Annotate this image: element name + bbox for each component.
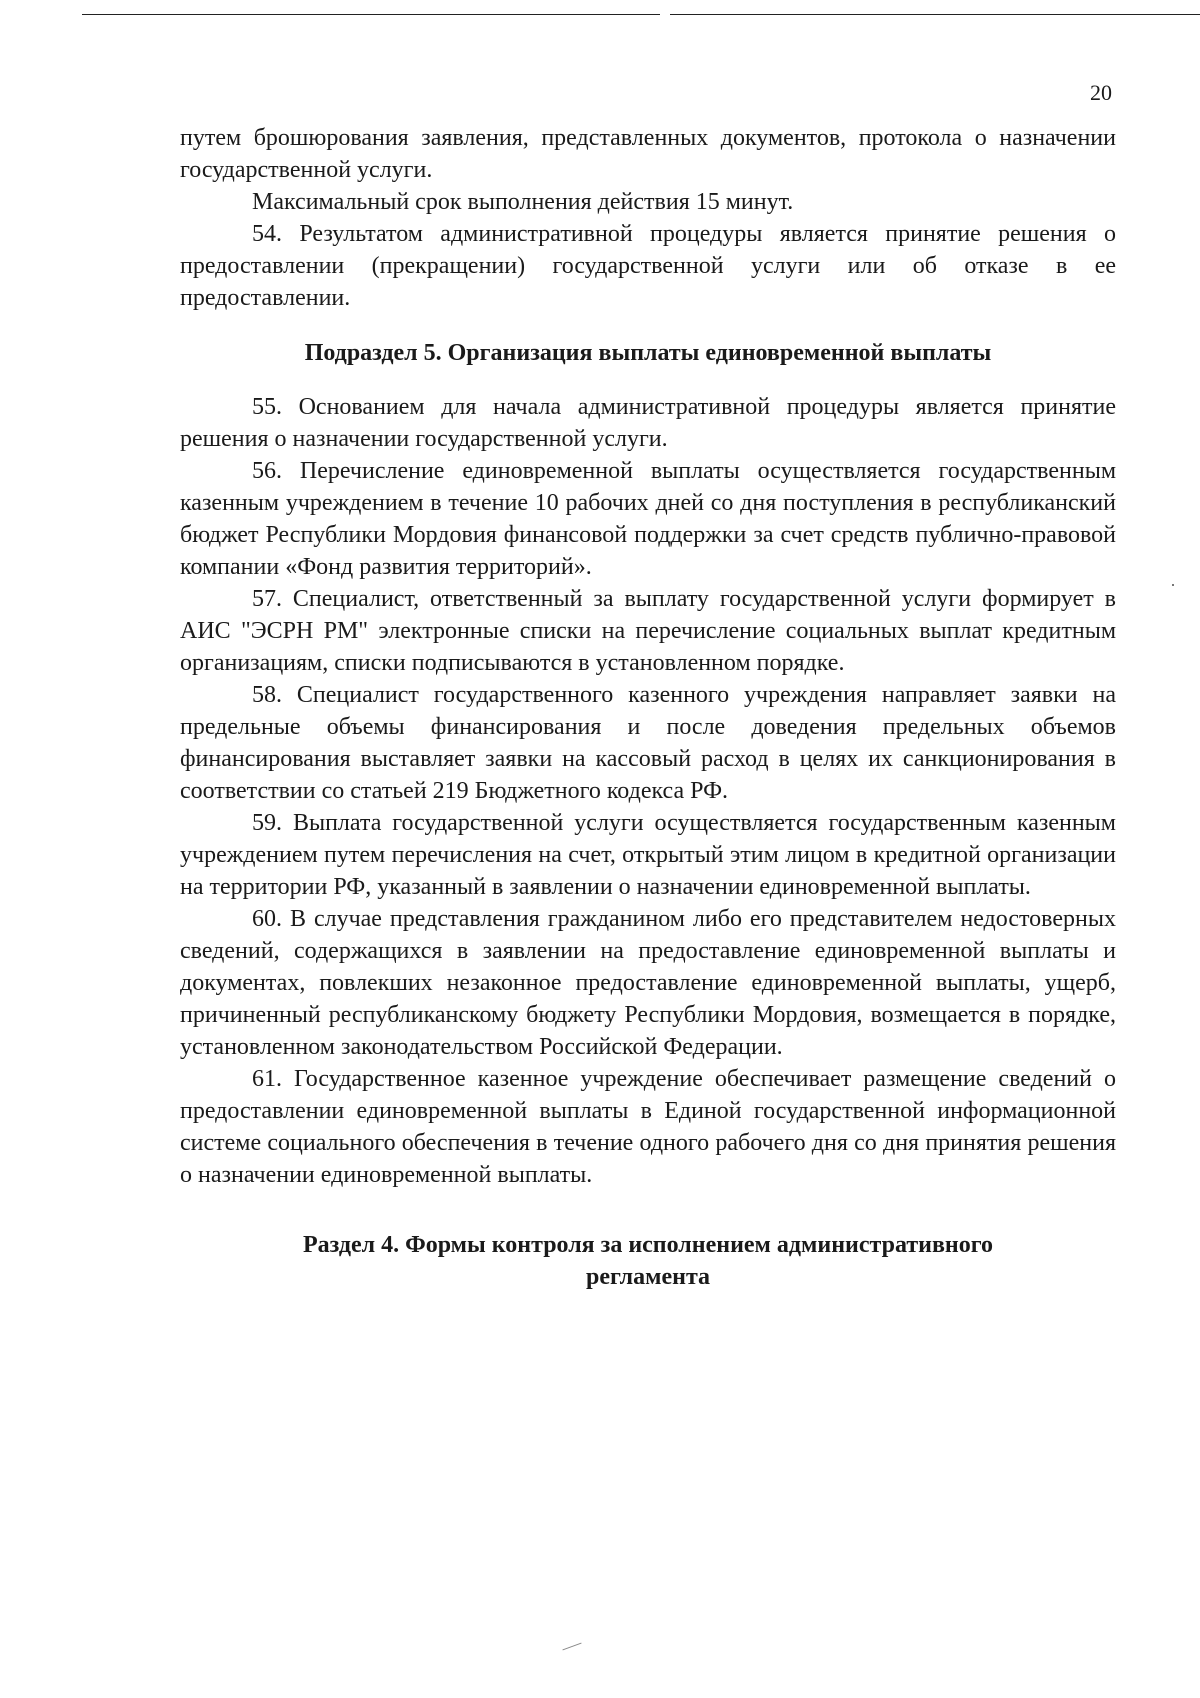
document-body <box>180 122 1116 1293</box>
paragraph-max-duration: Максимальный срок выполнения действия 15 минут. <box>252 189 794 215</box>
scan-artifact-mark <box>562 1643 581 1651</box>
page-top-rule-break <box>660 10 670 16</box>
paragraph-59: 59. Выплата государственной услуги осуществляется государственным казенным учреждением путем перечисления на счет, открытый этим лицом в кредитной организации на территории РФ, указанный в заявлении о назначении единовременной выплаты. <box>180 810 1116 900</box>
subsection-heading: Подраздел 5. Организация выплаты единовременной выплаты <box>304 340 992 366</box>
paragraph-57: 57. Специалист, ответственный за выплату государственной услуги формирует в АИС "ЭСРН РМ" электронные списки на перечисление социальных выплат кредитным организациям, списки подписываются в установленном порядке. <box>180 586 1116 676</box>
section-heading: Раздел 4. Формы контроля за исполнением административного регламента <box>302 1232 994 1290</box>
page-top-rule <box>82 14 1200 15</box>
paragraph-60: 60. В случае представления гражданином либо его представителем недостоверных сведений, содержащихся в заявлении на предоставление единовременной выплаты и документах, повлекших незаконное предоставление единовременной выплаты, ущерб, причиненный республиканскому бюджету Республики Мордовия, возмещается в порядке, установленном законодательством Российской Федерации. <box>180 906 1116 1060</box>
page-number: 20 <box>1090 80 1112 105</box>
paragraph-56: 56. Перечисление единовременной выплаты осуществляется государственным казенным учреждением в течение 10 рабочих дней со дня поступления в республиканский бюджет Республики Мордовия финансовой поддержки за счет средств публично-правовой компании «Фонд развития территорий». <box>180 458 1116 580</box>
paragraph-55: 55. Основанием для начала административной процедуры является принятие решения о назначении государственной услуги. <box>180 394 1116 452</box>
paragraph-61: 61. Государственное казенное учреждение обеспечивает размещение сведений о предоставлении единовременной выплаты в Единой государственной информационной системе социального обеспечения в течение одного рабочего дня со дня принятия решения о назначении единовременной выплаты. <box>180 1066 1116 1188</box>
paragraph-54: 54. Результатом административной процедуры является принятие решения о предоставлении (прекращении) государственной услуги или об отказе в ее предоставлении. <box>180 221 1116 311</box>
paragraph-continuation: путем брошюрования заявления, представленных документов, протокола о назначении государственной услуги. <box>180 125 1116 183</box>
paragraph-58: 58. Специалист государственного казенного учреждения направляет заявки на предельные объемы финансирования и после доведения предельных объемов финансирования выставляет заявки на кассовый расход в целях их санкционирования в соответствии со статьей 219 Бюджетного кодекса РФ. <box>180 682 1116 804</box>
scan-artifact-dot <box>1172 584 1174 586</box>
